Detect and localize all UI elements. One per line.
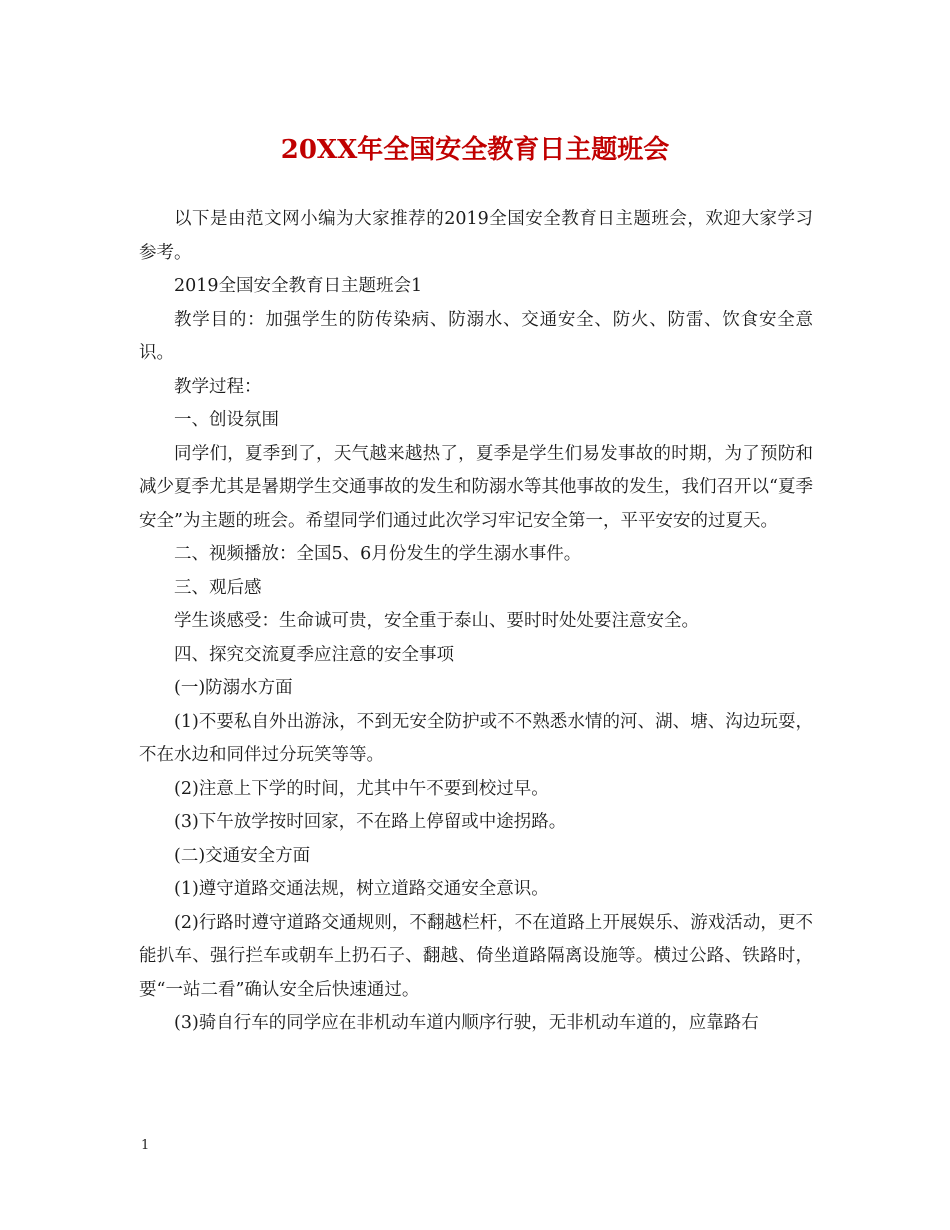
paragraph: (3)骑自行车的同学应在非机动车道内顺序行驶，无非机动车道的，应靠路右 <box>174 1013 759 1033</box>
paragraph: 2019全国安全教育日主题班会1 <box>174 276 423 296</box>
paragraph: 三、观后感 <box>174 577 262 598</box>
paragraph: 以下是由范文网小编为大家推荐的2019全国安全教育日主题班会，欢迎大家学习参考。 <box>139 209 813 263</box>
paragraph: (1)不要私自外出游泳，不到无安全防护或不不熟悉水情的河、湖、塘、沟边玩耍，不在水边和同伴过分玩笑等等。 <box>139 711 813 765</box>
page-number: 1 <box>141 1138 150 1153</box>
paragraph: (2)注意上下学的时间，尤其中午不要到校过早。 <box>174 778 549 799</box>
paragraph: (3)下午放学按时回家，不在路上停留或中途拐路。 <box>174 812 567 832</box>
paragraph: (2)行路时遵守道路交通规则，不翻越栏杆，不在道路上开展娱乐、游戏活动，更不能扒车、强行拦车或朝车上扔石子、翻越、倚坐道路隔离设施等。横过公路、铁路时，要“一站二看”确认安全后快速通过。 <box>139 912 813 1000</box>
document-body <box>139 203 813 1041</box>
document-title: 20XX年全国安全教育日主题班会 <box>280 135 670 165</box>
paragraph: (1)遵守道路交通法规，树立道路交通安全意识。 <box>174 879 549 899</box>
paragraph: (二)交通安全方面 <box>174 845 311 866</box>
paragraph: 四、探究交流夏季应注意的安全事项 <box>174 644 454 665</box>
paragraph: 教学过程： <box>174 376 262 397</box>
paragraph: 学生谈感受：生命诚可贵，安全重于泰山、要时时处处要注意安全。 <box>174 611 699 631</box>
paragraph: 一、创设氛围 <box>174 410 279 430</box>
paragraph: 教学目的：加强学生的防传染病、防溺水、交通安全、防火、防雷、饮食安全意识。 <box>139 309 813 363</box>
paragraph: (一)防溺水方面 <box>174 678 293 698</box>
paragraph: 二、视频播放：全国5、6月份发生的学生溺水事件。 <box>174 544 582 564</box>
paragraph: 同学们，夏季到了，天气越来越热了，夏季是学生们易发事故的时期，为了预防和减少夏季尤其是暑期学生交通事故的发生和防溺水等其他事故的发生，我们召开以“夏季安全”为主题的班会。希望同学们通过此次学习牢记安全第一，平平安安的过夏天。 <box>139 443 813 531</box>
